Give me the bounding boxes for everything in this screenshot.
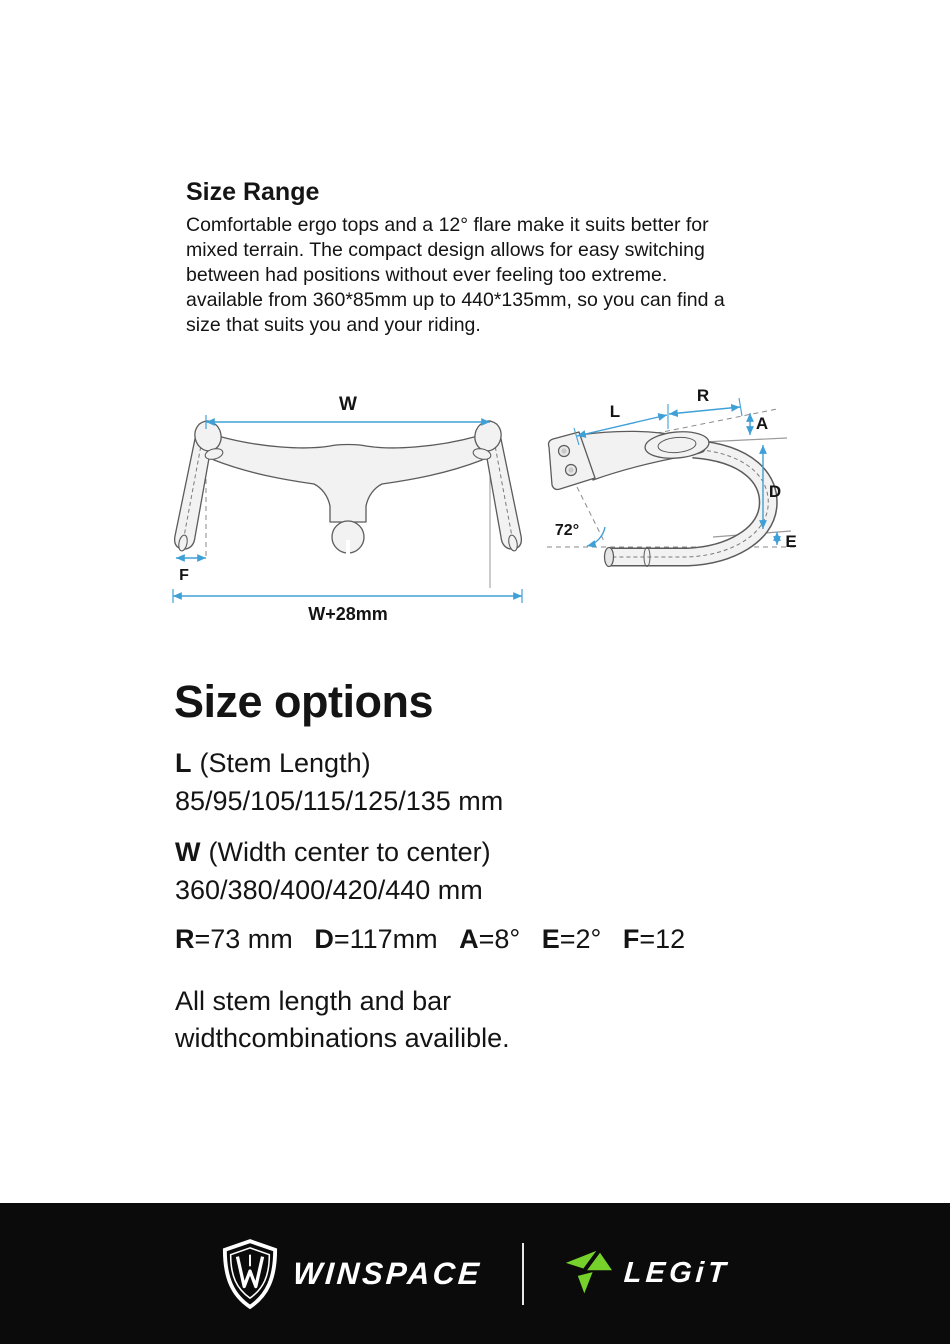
side-dim-a-label: A [755, 414, 769, 433]
winspace-wordmark: WINSPACE [291, 1255, 483, 1291]
spec-d: D=117mm [314, 924, 438, 954]
size-range-text-line: between had positions without ever feeling too extreme. [186, 264, 668, 286]
stem-length-label: (Stem Length) [199, 748, 371, 778]
fixed-specs-line [175, 924, 699, 955]
side-dim-e-label: E [785, 532, 797, 551]
size-range-text-line: available from 360*85mm up to 440*135mm, so you can find a [186, 289, 725, 311]
size-range-text-line: mixed terrain. The compact design allows for easy switching [186, 239, 705, 261]
availability-note-line: All stem length and bar [175, 986, 452, 1016]
legit-icon [564, 1247, 612, 1301]
front-dim-w28-label: W+28mm [308, 604, 388, 624]
legit-wordmark: LEGiT [622, 1257, 731, 1289]
bar-width-label: (Width center to center) [208, 837, 491, 867]
side-dim-angle-label: 72° [554, 522, 580, 539]
front-dim-w-label: W [339, 394, 357, 415]
front-dim-f-label: F [179, 567, 189, 584]
bar-width-values: 360/380/400/420/440 mm [175, 875, 483, 905]
legit-brand [564, 1247, 729, 1301]
handlebar-side-view-diagram [543, 379, 805, 597]
side-dim-l-label: L [609, 402, 621, 421]
bar-width-option [175, 833, 491, 909]
size-options-title: Size options [174, 676, 434, 727]
side-dim-d-label: D [768, 482, 782, 501]
footer-divider [522, 1243, 524, 1305]
stem-length-option [175, 744, 503, 820]
size-range-text-line: Comfortable ergo tops and a 12° flare make it suits better for [186, 214, 709, 236]
size-range-title: Size Range [186, 178, 320, 206]
stem-length-values: 85/95/105/115/125/135 mm [175, 786, 504, 816]
size-range-section [186, 178, 786, 338]
handlebar-front-view-diagram [156, 390, 550, 630]
spec-r: R=73 mm [175, 924, 293, 954]
footer-brand-bar [0, 1203, 950, 1344]
winspace-brand [221, 1238, 482, 1310]
availability-note-line: widthcombinations availible. [175, 1023, 510, 1053]
bar-width-key: W [175, 837, 201, 867]
stem-length-key: L [175, 748, 192, 778]
availability-note [175, 983, 510, 1057]
spec-e: E=2° [541, 924, 602, 954]
winspace-shield-icon [221, 1238, 279, 1310]
spec-a: A=8° [459, 924, 521, 954]
size-range-text-line: size that suits you and your riding. [186, 314, 481, 336]
side-dim-r-label: R [696, 386, 710, 405]
spec-f: F=12 [622, 924, 686, 954]
